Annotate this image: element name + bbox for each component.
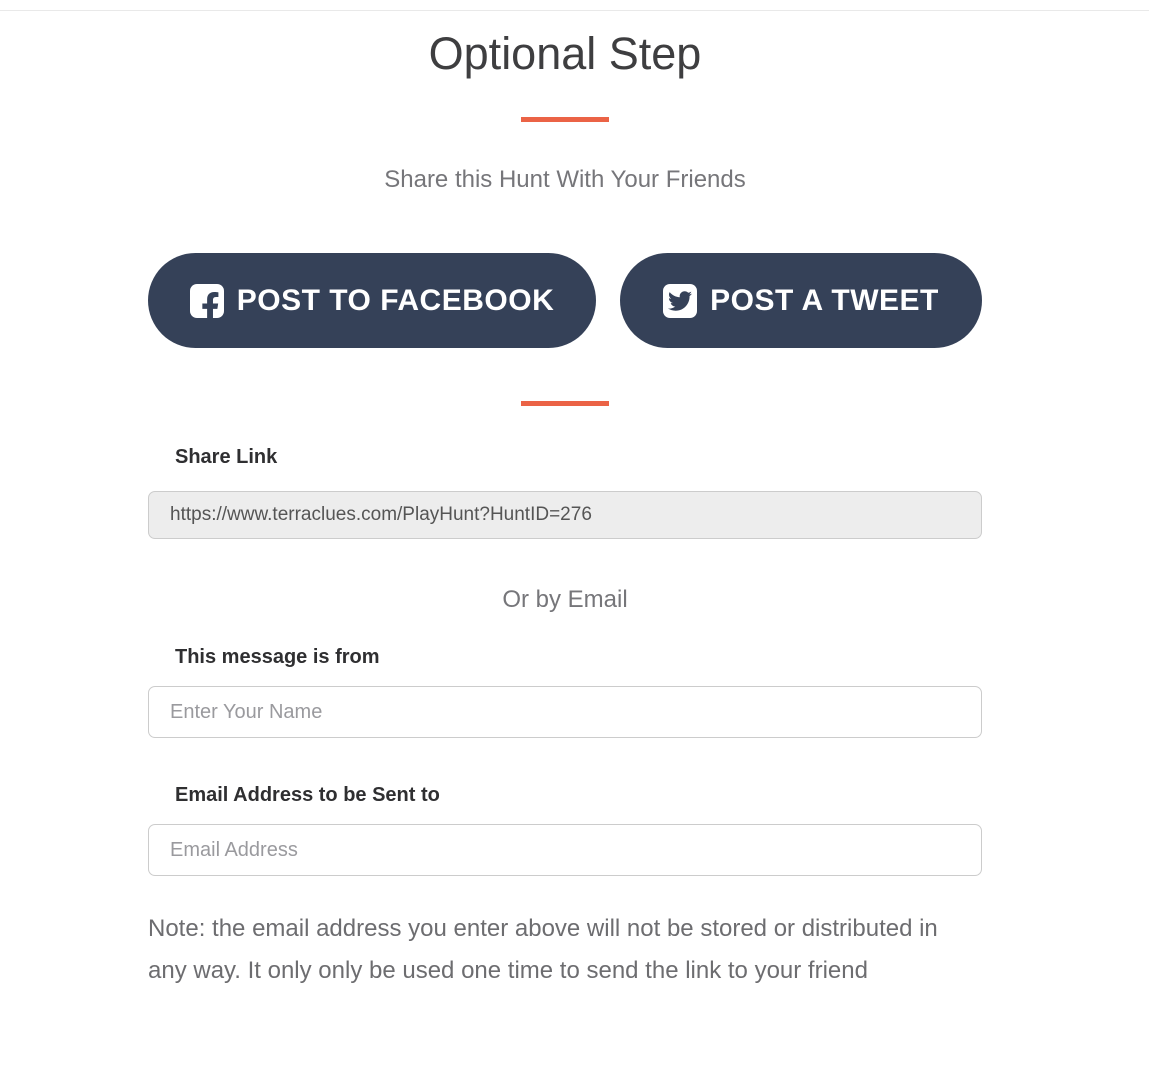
post-to-facebook-label: POST TO FACEBOOK	[236, 283, 555, 317]
optional-step-panel	[148, 27, 982, 992]
post-to-facebook-button[interactable]	[148, 253, 596, 348]
share-link-label: Share Link	[175, 446, 278, 468]
top-divider	[0, 10, 1149, 11]
privacy-note: Note: the email address you enter above will not be stored or distributed in any way. It only only be used one time to send the link to your friend	[148, 915, 938, 984]
post-a-tweet-label: POST A TWEET	[710, 283, 939, 317]
share-buttons-row	[148, 253, 982, 348]
sender-name-input[interactable]	[148, 686, 982, 738]
recipient-email-input[interactable]	[148, 824, 982, 876]
twitter-square-icon	[663, 284, 697, 318]
accent-divider-bottom	[521, 401, 609, 406]
page-title: Optional Step	[428, 28, 702, 79]
or-by-email-heading: Or by Email	[502, 586, 628, 613]
share-link-input[interactable]	[148, 491, 982, 539]
accent-divider-top	[521, 117, 609, 122]
message-from-label: This message is from	[175, 646, 380, 668]
facebook-square-icon	[190, 284, 224, 318]
post-a-tweet-button[interactable]	[620, 253, 982, 348]
share-subtitle: Share this Hunt With Your Friends	[384, 166, 746, 193]
email-address-label: Email Address to be Sent to	[175, 784, 440, 806]
